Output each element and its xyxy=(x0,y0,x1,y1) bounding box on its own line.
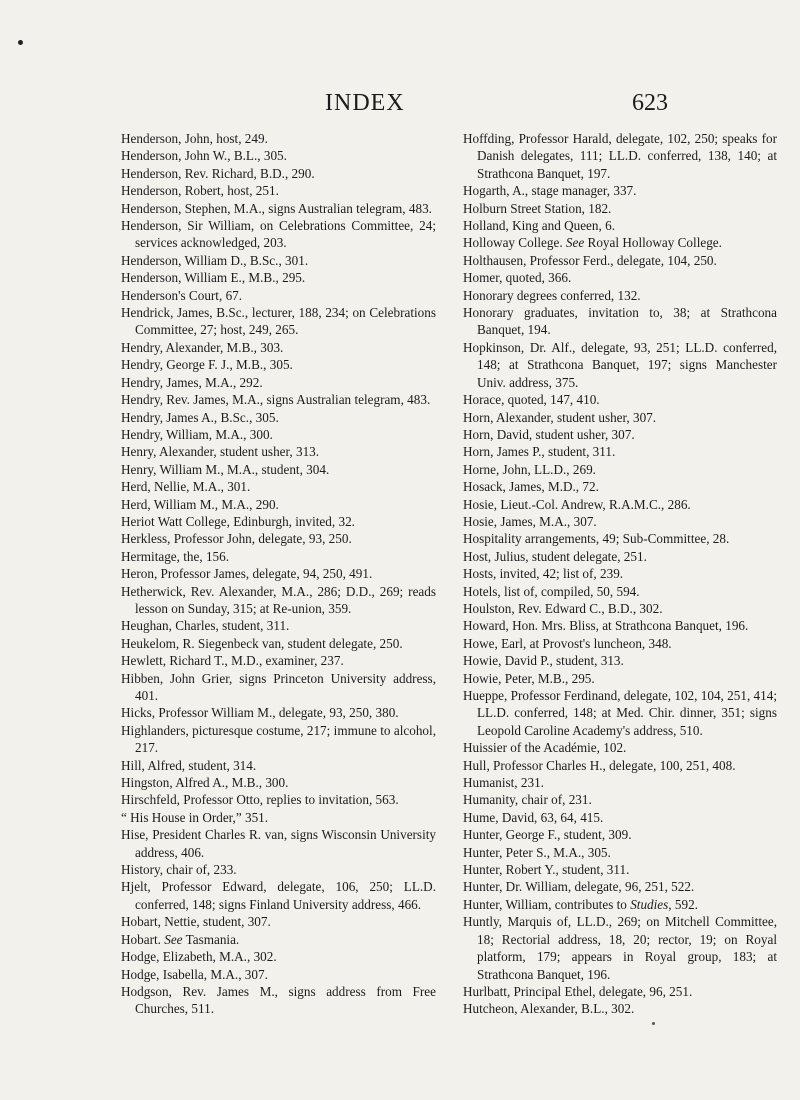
index-entry: Heriot Watt College, Edinburgh, invited, 32. xyxy=(121,513,355,529)
index-entry: Hosie, Lieut.-Col. Andrew, R.A.M.C., 286. xyxy=(463,496,691,512)
index-entry: Horn, David, student usher, 307. xyxy=(463,426,635,442)
index-entry: Hospitality arrangements, 49; Sub-Committee, 28. xyxy=(463,531,730,547)
index-entry: Henderson, John, host, 249. xyxy=(121,131,268,146)
index-entry: Hendry, Alexander, M.B., 303. xyxy=(121,339,284,355)
index-entry: Hetherwick, Rev. Alexander, M.A., 286; D.D., 269; reads lesson on Sunday, 315; at Re-union, 359. xyxy=(121,583,436,616)
index-entry: History, chair of, 233. xyxy=(121,862,237,878)
index-entry: Henderson, John W., B.L., 305. xyxy=(121,148,287,164)
see-reference: See xyxy=(164,931,183,947)
index-entry: Hicks, Professor William M., delegate, 93, 250, 380. xyxy=(121,705,399,721)
index-entry: Hendry, James A., B.Sc., 305. xyxy=(121,409,279,425)
index-column-right xyxy=(463,130,777,1018)
index-entry: Hodge, Isabella, M.A., 307. xyxy=(121,966,268,982)
index-entry: Host, Julius, student delegate, 251. xyxy=(463,548,647,564)
index-entry: Hosts, invited, 42; list of, 239. xyxy=(463,566,624,582)
index-entry: Hull, Professor Charles H., delegate, 100, 251, 408. xyxy=(463,757,736,773)
index-entry: Hunter, William, contributes to Studies, 592. xyxy=(463,896,698,912)
index-entry: Hibben, John Grier, signs Princeton University address, 401. xyxy=(121,670,436,703)
index-entry: Huissier of the Académie, 102. xyxy=(463,740,627,756)
index-entry: Henderson, Rev. Richard, B.D., 290. xyxy=(121,165,315,181)
index-entry: Howie, Peter, M.B., 295. xyxy=(463,670,595,686)
index-entry: Heughan, Charles, student, 311. xyxy=(121,618,290,634)
index-entry: Henderson, Sir William, on Celebrations Committee, 24; services acknowledged, 203. xyxy=(121,218,436,251)
index-entry: Highlanders, picturesque costume, 217; immune to alcohol, 217. xyxy=(121,722,436,756)
index-entry: Hise, President Charles R. van, signs Wisconsin University address, 406. xyxy=(121,827,436,860)
index-entry: Hobart. See Tasmania. xyxy=(121,931,240,947)
index-entry: Hutcheon, Alexander, B.L., 302. xyxy=(463,1001,635,1017)
index-entry: Hjelt, Professor Edward, delegate, 106, 250; LL.D. conferred, 148; signs Finland University address, 466. xyxy=(121,879,436,912)
index-entry: Houlston, Rev. Edward C., B.D., 302. xyxy=(463,600,663,616)
index-entry: Hodge, Elizabeth, M.A., 302. xyxy=(121,949,277,965)
index-entry: “ His House in Order,” 351. xyxy=(121,809,269,825)
index-entry: Hurlbatt, Principal Ethel, delegate, 96, 251. xyxy=(463,983,693,999)
see-reference: See xyxy=(565,235,585,251)
index-entry: Hendry, George F. J., M.B., 305. xyxy=(121,357,293,373)
index-entry: Horn, Alexander, student usher, 307. xyxy=(463,409,657,425)
index-entry: Hobart, Nettie, student, 307. xyxy=(121,914,271,930)
index-entry: Horne, John, LL.D., 269. xyxy=(463,461,596,477)
index-entry: Hunter, Peter S., M.A., 305. xyxy=(463,844,611,860)
index-entry: Hendry, Rev. James, M.A., signs Australian telegram, 483. xyxy=(121,392,431,408)
index-entry: Henry, William M., M.A., student, 304. xyxy=(121,461,330,477)
index-entry: Hill, Alfred, student, 314. xyxy=(121,757,257,773)
index-entry: Hingston, Alfred A., M.B., 300. xyxy=(121,775,289,791)
index-entry: Henry, Alexander, student usher, 313. xyxy=(121,444,320,460)
index-entry: Humanity, chair of, 231. xyxy=(463,792,592,808)
index-entry: Hewlett, Richard T., M.D., examiner, 237. xyxy=(121,653,344,669)
index-entry: Hosack, James, M.D., 72. xyxy=(463,479,599,495)
index-entry: Howie, David P., student, 313. xyxy=(463,653,624,669)
index-entry: Henderson, Robert, host, 251. xyxy=(121,183,279,199)
index-entry: Holland, King and Queen, 6. xyxy=(463,218,615,234)
index-entry: Henderson's Court, 67. xyxy=(121,287,243,303)
index-entry: Henderson, William D., B.Sc., 301. xyxy=(121,252,309,268)
index-entry: Heron, Professor James, delegate, 94, 250, 491. xyxy=(121,566,373,582)
index-entry: Herd, William M., M.A., 290. xyxy=(121,496,279,512)
index-entry: Honorary graduates, invitation to, 38; at Strathcona Banquet, 194. xyxy=(463,305,777,338)
index-entry: Hume, David, 63, 64, 415. xyxy=(463,809,604,825)
index-entry: Hendry, James, M.A., 292. xyxy=(121,374,263,390)
index-entry: Hendry, William, M.A., 300. xyxy=(121,426,273,442)
index-entry: Howard, Hon. Mrs. Bliss, at Strathcona Banquet, 196. xyxy=(463,618,749,634)
running-header xyxy=(0,90,800,122)
index-entry: Homer, quoted, 366. xyxy=(463,270,572,286)
index-entry: Herkless, Professor John, delegate, 93, 250. xyxy=(121,531,352,547)
index-entry: Hogarth, A., stage manager, 337. xyxy=(463,183,637,199)
index-entry: Hotels, list of, compiled, 50, 594. xyxy=(463,583,640,599)
index-entry: Honorary degrees conferred, 132. xyxy=(463,287,641,303)
index-entry: Hosie, James, M.A., 307. xyxy=(463,513,597,529)
index-column-left xyxy=(121,130,436,1018)
index-entry: Hodgson, Rev. James M., signs address from Free Churches, 511. xyxy=(121,983,436,1017)
index-entry: Horn, James P., student, 311. xyxy=(463,444,616,460)
index-entry: Henderson, William E., M.B., 295. xyxy=(121,270,306,286)
index-entry: Hopkinson, Dr. Alf., delegate, 93, 251; LL.D. conferred, 148; at Strathcona Banquet, 197; signs Manchester Univ. address, 375. xyxy=(463,339,777,390)
index-entry: Hunter, George F., student, 309. xyxy=(463,827,632,843)
index-entry: Holloway College. See Royal Holloway College. xyxy=(463,235,722,251)
index-entry: Hirschfeld, Professor Otto, replies to invitation, 563. xyxy=(121,792,399,808)
index-entry: Horace, quoted, 147, 410. xyxy=(463,392,600,408)
index-entry: Howe, Earl, at Provost's luncheon, 348. xyxy=(463,635,672,651)
page-title: INDEX xyxy=(325,90,405,116)
index-entry: Hunter, Dr. William, delegate, 96, 251, 522. xyxy=(463,879,695,895)
index-entry: Holthausen, Professor Ferd., delegate, 104, 250. xyxy=(463,252,717,268)
stray-ink-dot xyxy=(652,1022,655,1025)
index-entry: Herd, Nellie, M.A., 301. xyxy=(121,479,251,495)
index-entry: Humanist, 231. xyxy=(463,775,544,791)
margin-ink-mark xyxy=(18,40,23,45)
index-entry: Hendrick, James, B.Sc., lecturer, 188, 234; on Celebrations Committee, 27; host, 249, 265. xyxy=(121,305,436,338)
see-reference: Studies xyxy=(630,896,669,912)
index-entry: Hueppe, Professor Ferdinand, delegate, 102, 104, 251, 414; LL.D. conferred, 148; at Med. Chir. dinner, 351; signs Leopold Caroline Academy's address, 510. xyxy=(463,688,777,738)
index-entry: Huntly, Marquis of, LL.D., 269; on Mitchell Committee, 18; Rectorial address, 18, 20; rector, 19; on Royal platform, 179; appears in Royal group, 183; at Strathcona Banquet, 196. xyxy=(463,914,777,982)
page-number: 623 xyxy=(632,90,668,116)
index-entry: Heukelom, R. Siegenbeck van, student delegate, 250. xyxy=(121,635,403,651)
index-entry: Henderson, Stephen, M.A., signs Australian telegram, 483. xyxy=(121,200,432,216)
index-entry: Hunter, Robert Y., student, 311. xyxy=(463,862,630,878)
index-entry: Hoffding, Professor Harald, delegate, 102, 250; speaks for Danish delegates, 111; LL.D. conferred, 138, 140; at Strathcona Banquet, 197. xyxy=(463,131,777,181)
index-entry: Holburn Street Station, 182. xyxy=(463,200,612,216)
index-entry: Hermitage, the, 156. xyxy=(121,548,230,564)
